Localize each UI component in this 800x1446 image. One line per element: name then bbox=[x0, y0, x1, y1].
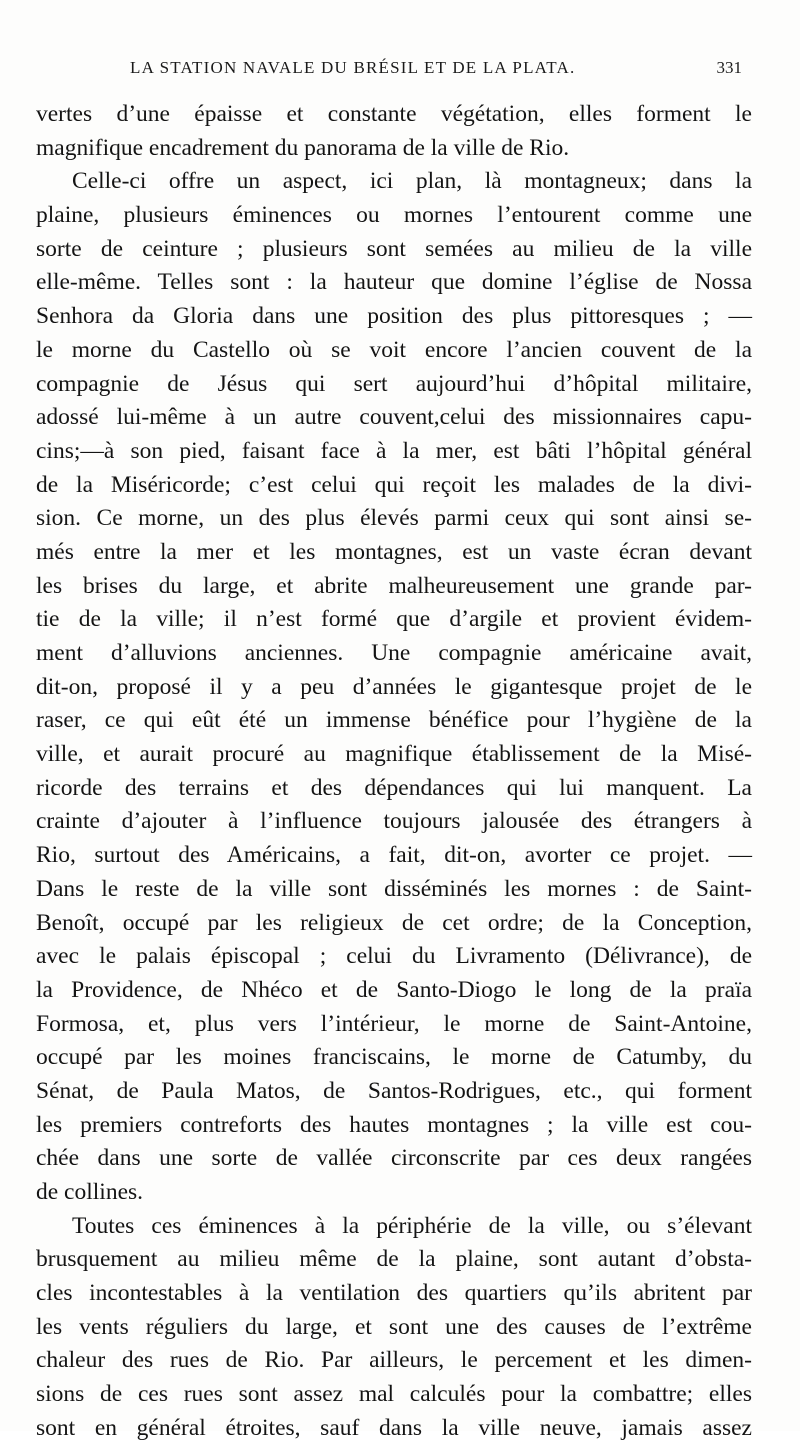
text-line: Toutes ces éminences à la périphérie de la ville, ou s’élevant bbox=[72, 1212, 752, 1239]
text-line: adossé lui-même à un autre couvent,celui des missionnaires capu- bbox=[36, 404, 752, 431]
text-line: ville, et aurait procuré au magnifique établissement de la Misé- bbox=[36, 741, 752, 768]
body-text bbox=[36, 98, 752, 1446]
text-line: cins;—à son pied, faisant face à la mer, est bâti l’hôpital général bbox=[36, 437, 752, 464]
text-line: dit-on, proposé il y a peu d’années le gigantesque projet de le bbox=[36, 673, 752, 700]
text-line: ment d’alluvions anciennes. Une compagnie américaine avait, bbox=[36, 640, 752, 666]
text-line: Celle-ci offre un aspect, ici plan, là montagneux; dans la bbox=[72, 168, 752, 195]
text-line: de collines. bbox=[36, 1179, 144, 1205]
text-line: Formosa, et, plus vers l’intérieur, le morne de Saint-Antoine, bbox=[36, 1010, 752, 1037]
text-line: chée dans une sorte de vallée circonscrite par ces deux rangées bbox=[36, 1145, 752, 1172]
text-line: crainte d’ajouter à l’influence toujours jalousée des étrangers à bbox=[36, 808, 752, 835]
text-line: chaleur des rues de Rio. Par ailleurs, le percement et les dimen- bbox=[36, 1347, 752, 1374]
text-line: occupé par les moines franciscains, le morne de Catumby, du bbox=[36, 1044, 752, 1071]
text-line: les vents réguliers du large, et sont une des causes de l’extrême bbox=[36, 1313, 752, 1340]
text-line: plaine, plusieurs éminences ou mornes l’entourent comme une bbox=[36, 202, 752, 229]
text-line: sorte de ceinture ; plusieurs sont semées au milieu de la ville bbox=[36, 235, 752, 262]
text-line: Benoît, occupé par les religieux de cet ordre; de la Conception, bbox=[36, 909, 752, 936]
text-line: avec le palais épiscopal ; celui du Livramento (Délivrance), de bbox=[36, 943, 752, 970]
text-line: elle-même. Telles sont : la hauteur que domine l’église de Nossa bbox=[36, 269, 752, 296]
text-line: Rio, surtout des Américains, a fait, dit-on, avorter ce projet. — bbox=[36, 842, 752, 869]
text-line: la Providence, de Nhéco et de Santo-Diogo le long de la praïa bbox=[36, 976, 752, 1003]
text-line: més entre la mer et les montagnes, est un vaste écran devant bbox=[36, 538, 752, 565]
text-line: Dans le reste de la ville sont disséminés les mornes : de Saint- bbox=[36, 875, 752, 902]
text-line: vertes d’une épaisse et constante végétation, elles forment le bbox=[36, 101, 752, 127]
page-number: 331 bbox=[716, 58, 742, 77]
text-line: le morne du Castello où se voit encore l’ancien couvent de la bbox=[36, 336, 752, 363]
text-line: compagnie de Jésus qui sert aujourd’hui d’hôpital militaire, bbox=[36, 370, 752, 397]
text-line: sont en général étroites, sauf dans la ville neuve, jamais assez bbox=[36, 1414, 752, 1441]
text-line: de la Miséricorde; c’est celui qui reçoit les malades de la divi- bbox=[36, 471, 752, 498]
text-line: les premiers contreforts des hautes montagnes ; la ville est cou- bbox=[36, 1111, 752, 1138]
text-line: cles incontestables à la ventilation des quartiers qu’ils abritent par bbox=[36, 1280, 752, 1307]
text-line: sions de ces rues sont assez mal calculés pour la combattre; elles bbox=[36, 1381, 752, 1408]
text-line: sion. Ce morne, un des plus élevés parmi ceux qui sont ainsi se- bbox=[36, 505, 752, 532]
text-line: Senhora da Gloria dans une position des plus pittoresques ; — bbox=[36, 303, 752, 330]
text-line: raser, ce qui eût été un immense bénéfice pour l’hygiène de la bbox=[36, 707, 752, 734]
text-line: magnifique encadrement du panorama de la ville de Rio. bbox=[36, 134, 570, 161]
text-line: Sénat, de Paula Matos, de Santos-Rodrigues, etc., qui forment bbox=[36, 1077, 752, 1104]
running-title: LA STATION NAVALE DU BRÉSIL ET DE LA PLATA. bbox=[130, 58, 576, 77]
text-line: les brises du large, et abrite malheureusement une grande par- bbox=[36, 572, 752, 599]
text-line: brusquement au milieu même de la plaine, sont autant d’obsta- bbox=[36, 1246, 752, 1273]
text-line: ricorde des terrains et des dépendances qui lui manquent. La bbox=[36, 774, 752, 801]
text-line: tie de la ville; il n’est formé que d’argile et provient évidem- bbox=[36, 606, 752, 633]
